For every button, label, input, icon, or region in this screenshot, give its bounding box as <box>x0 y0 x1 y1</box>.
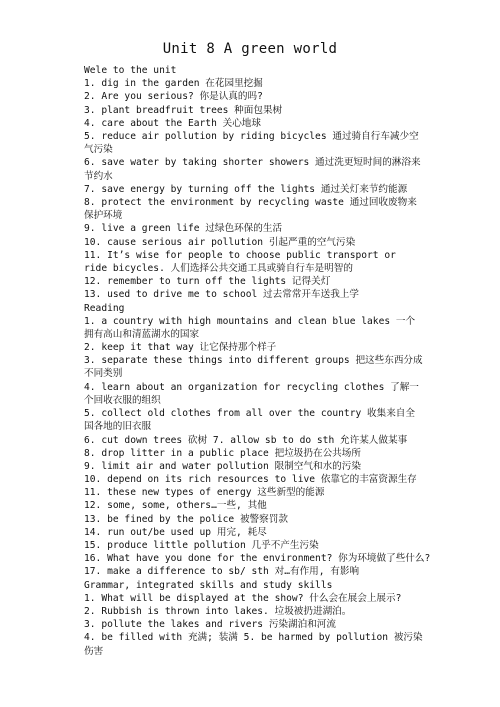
text-line: 10. cause serious air pollution 引起严重的空气污染 <box>84 236 356 248</box>
text-line: 4. care about the Earth 关心地球 <box>84 117 261 129</box>
section-heading: Wele to the unit <box>84 65 177 76</box>
text-line: 15. produce little pollution 几乎不产生污染 <box>84 540 319 552</box>
text-line: 13. used to drive me to school 过去常常开车送我上学 <box>84 289 359 301</box>
text-line: 12. some, some, others…一些, 其他 <box>84 500 267 512</box>
text-line: 4. be filled with 充满; 装满 5. be harmed by pollution 被污染伤害 <box>84 632 423 657</box>
text-line: 8. drop litter in a public place 把垃圾扔在公共场所 <box>84 447 361 459</box>
text-line: 5. reduce air pollution by riding bicycles 通过骑自行车减少空气污染 <box>84 130 419 156</box>
text-line: 7. save energy by turning off the lights 通过关灯来节约能源 <box>84 183 408 195</box>
page-title: Unit 8 A green world <box>162 41 338 57</box>
document-body <box>84 64 431 658</box>
text-line: 4. learn about an organization for recycling clothes 了解一个回收衣服的组织 <box>84 381 419 406</box>
text-line: 3. separate these things into different groups 把这些东西分成不同类别 <box>84 355 423 380</box>
text-line: 14. run out/be used up 用完, 耗尽 <box>84 526 267 538</box>
text-line: 2. Rubbish is thrown into lakes. 垃圾被扔进湖泊。 <box>84 605 352 617</box>
text-line: 11. It’s wise for people to choose public transport or ride bicycles. 人们选择公共交通工具或骑自行车是明智的 <box>84 249 396 274</box>
text-line: 1. a country with high mountains and clean blue lakes 一个拥有高山和清蓝湖水的国家 <box>84 315 416 340</box>
text-line: 6. save water by taking shorter showers 通过洗更短时间的淋浴来节约水 <box>84 157 421 182</box>
text-line: 6. cut down trees 砍树 7. allow sb to do sth 允许某人做某事 <box>84 434 408 446</box>
section-heading: Grammar, integrated skills and study skills <box>84 579 333 591</box>
text-line: 10. depend on its rich resources to live 依靠它的丰富资源生存 <box>84 474 417 486</box>
text-line: 2. keep it that way 让它保持那个样子 <box>84 342 277 354</box>
text-line: 16. What have you done for the environment? 你为环境做了些什么? <box>84 553 431 565</box>
text-line: 13. be fined by the police 被警察罚款 <box>84 513 288 525</box>
text-line: 3. pollute the lakes and rivers 污染湖泊和河流 <box>84 619 336 631</box>
text-line: 2. Are you serious? 你是认真的吗? <box>84 91 263 103</box>
text-line: 3. plant breadfruit trees 种面包果树 <box>84 104 283 116</box>
text-line: 8. protect the environment by recycling waste 通过回收废物来保护环境 <box>84 196 417 222</box>
text-line: 12. remember to turn off the lights 记得关灯 <box>84 276 331 288</box>
text-line: 1. dig in the garden 在花园里挖掘 <box>84 78 263 90</box>
text-line: 17. make a difference to sb/ sth 对…有作用, 有影响 <box>84 566 360 578</box>
text-line: 9. limit air and water pollution 限制空气和水的污染 <box>84 460 361 472</box>
text-line: 5. collect old clothes from all over the country 收集来自全国各地的旧衣服 <box>84 408 415 433</box>
text-line: 11. these new types of energy 这些新型的能源 <box>84 487 325 499</box>
text-line: 1. What will be displayed at the show? 什么会在展会上展示? <box>84 592 402 604</box>
section-heading: Reading <box>84 302 125 314</box>
text-line: 9. live a green life 过绿色环保的生活 <box>84 223 283 235</box>
